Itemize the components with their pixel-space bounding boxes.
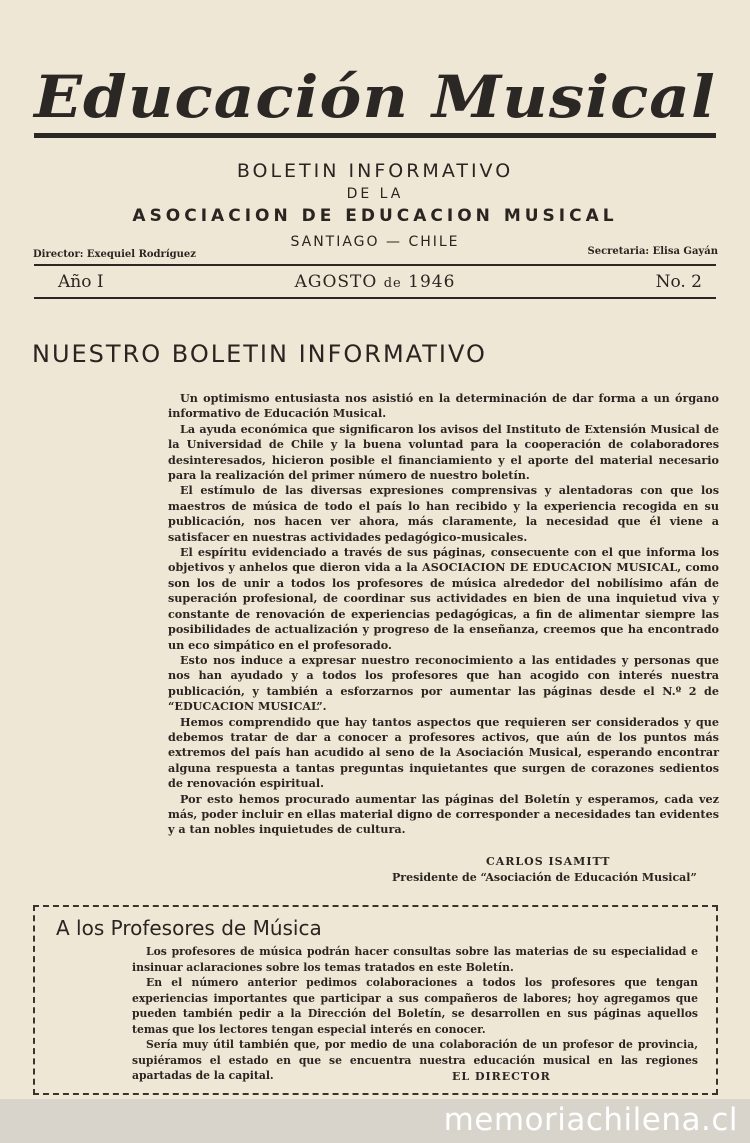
- masthead-association: ASOCIACION DE EDUCACION MUSICAL: [132, 206, 618, 226]
- issue-date: [0, 272, 750, 292]
- article-body: [168, 391, 719, 838]
- notice-paragraph: En el número anterior pedimos colaboraciones a todos los profesores que tengan experiencias importantes que participar a sus compañeros de labores; hoy agregamos que pueden también pedir a la Dirección del Boletín, se desarrollen en sus páginas aquellos temas que los lectores tengan especial interés en conocer.: [132, 976, 698, 1036]
- article-paragraph: La ayuda económica que significaron los avisos del Instituto de Extensión Musical de la Universidad de Chile y la buena voluntad para la cooperación de colaboradores desinteresados, hicieron posible el financiamiento y el aporte del material necesario para la realización del primer número de nuestro boletín.: [168, 421, 719, 483]
- issue-rule-top: [34, 264, 716, 266]
- signature-name: CARLOS ISAMITT: [486, 855, 611, 868]
- secretaria-credit: Secretaria: Elisa Gayán: [587, 246, 718, 257]
- director-credit: Director: Exequiel Rodríguez: [33, 249, 196, 260]
- notice-signature: EL DIRECTOR: [452, 1070, 551, 1083]
- article-paragraph: Esto nos induce a expresar nuestro reconocimiento a las entidades y personas que nos han ayudado y a todos los profesores que han acogido con interés nuestra publicación, y también a esforzarnos por aumentar las páginas desde el N.º 2 de “EDUCACION MUSICAL”.: [168, 652, 719, 714]
- article-paragraph: Un optimismo entusiasta nos asistió en la determinación de dar forma a un órgano informativo de Educación Musical.: [168, 391, 719, 421]
- article-paragraph: El espíritu evidenciado a través de sus páginas, consecuente con el que informa los objetivos y anhelos que dieron vida a la ASOCIACION DE EDUCACION MUSICAL, como son los de unir a todos los profesores de música alrededor del nobilísimo afán de superación profesional, de coordinar sus actividades en bien de una inquietud viva y constante de renovación de experiencias pedagógicas, a fin de alimentar siempre las posibilidades de actualización y progreso de la enseñanza, creemos que ha encontrado un eco simpático en el profesorado.: [168, 545, 719, 652]
- issue-yearnum: 1946: [408, 272, 456, 292]
- issue-rule-bottom: [34, 297, 716, 299]
- article-title: NUESTRO BOLETIN INFORMATIVO: [32, 340, 487, 368]
- issue-number: No. 2: [655, 272, 702, 292]
- masthead-de-la: DE LA: [346, 186, 404, 202]
- masthead-city: SANTIAGO — CHILE: [290, 234, 460, 250]
- signature-role: Presidente de “Asociación de Educación Musical”: [392, 871, 697, 884]
- masthead-subtitle: BOLETIN INFORMATIVO: [236, 160, 514, 182]
- issue-de: de: [383, 276, 402, 291]
- notice-body: [132, 944, 698, 1084]
- article-paragraph: Hemos comprendido que hay tantos aspectos que requieren ser considerados y que debemos tratar de dar a conocer a profesores activos, que aún de los puntos más extremos del país han acudido al seno de la Asociación Musical, esperando encontrar alguna respuesta a tantas preguntas inquietantes que surgen de corazones sedientos de renovación espiritual.: [168, 714, 719, 791]
- notice-title: A los Profesores de Música: [56, 916, 322, 940]
- notice-paragraph: Los profesores de música podrán hacer consultas sobre las materias de su especialidad e insinuar aclaraciones sobre los temas tratados en este Boletín.: [132, 945, 698, 974]
- issue-year: Año I: [58, 272, 104, 292]
- masthead-title: Educación Musical: [34, 63, 716, 131]
- article-paragraph: Por esto hemos procurado aumentar las páginas del Boletín y esperamos, cada vez más, poder incluir en ellas material digno de corresponder a necesidades tan evidentes y a tan nobles inquietudes de cultura.: [168, 791, 719, 837]
- article-paragraph: El estímulo de las diversas expresiones comprensivas y alentadoras con que los maestros de música de todo el país lo han recibido y la experiencia recogida en su publicación, nos hacen ver ahora, más claramente, la necesidad que él viene a satisfacer en nuestras actividades pedagógico-musicales.: [168, 483, 719, 544]
- notice-paragraph: Sería muy útil también que, por medio de una colaboración de un profesor de provincia, supiéramos el estado en que se encuentra nuestra educación musical en las regiones apartadas de la capital.: [132, 1038, 698, 1082]
- watermark: memoriachilena.cl: [443, 1102, 738, 1138]
- issue-month: AGOSTO: [294, 272, 378, 292]
- masthead-rule: [34, 133, 716, 138]
